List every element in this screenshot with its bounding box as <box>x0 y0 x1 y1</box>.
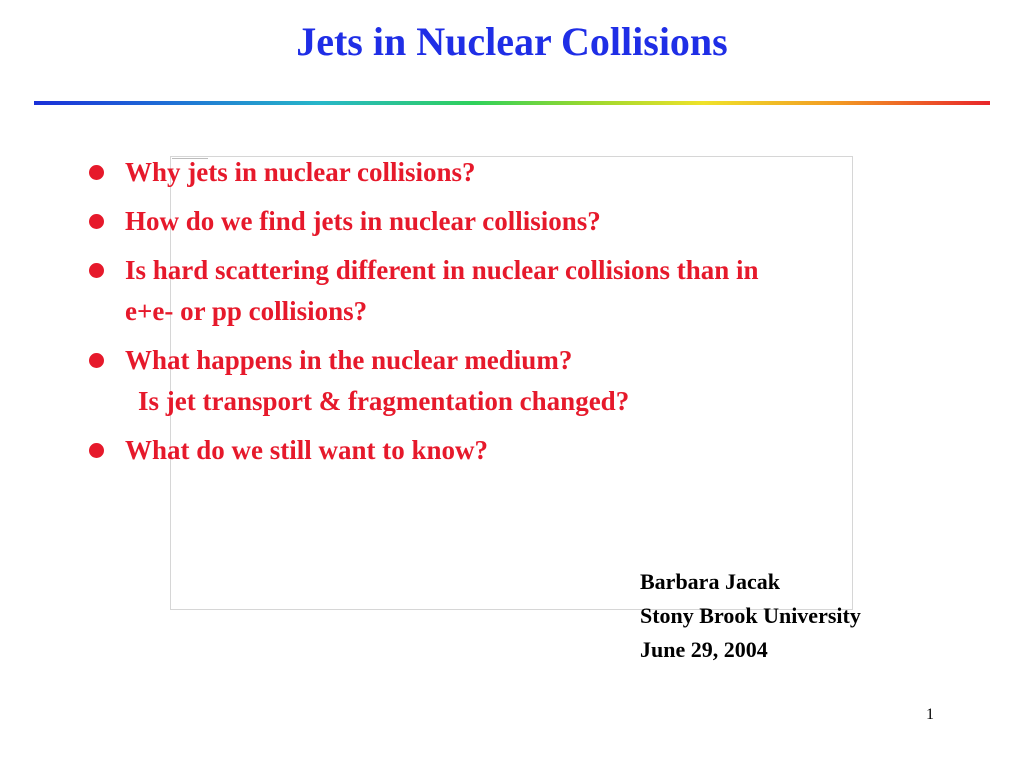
bullet-item <box>86 152 966 193</box>
bullet-text: Is hard scattering different in nuclear collisions than in <box>125 255 759 285</box>
slide-title: Jets in Nuclear Collisions <box>296 19 728 64</box>
author-affiliation: Stony Brook University <box>640 603 861 628</box>
bullet-item <box>86 201 966 242</box>
bullet-text-continuation: e+e- or pp collisions? <box>125 296 368 326</box>
presentation-date: June 29, 2004 <box>640 637 768 662</box>
rainbow-divider <box>34 101 990 105</box>
bullet-dot-icon <box>89 353 104 368</box>
bullet-text: How do we find jets in nuclear collisions? <box>125 206 601 236</box>
author-name: Barbara Jacak <box>640 569 780 594</box>
bullet-dot-icon <box>89 263 104 278</box>
bullet-dot-icon <box>89 165 104 180</box>
bullet-item <box>86 430 966 471</box>
bullet-dot-icon <box>89 443 104 458</box>
page-number: 1 <box>926 706 934 723</box>
bullet-item <box>86 340 966 422</box>
bullet-text: What happens in the nuclear medium? <box>125 345 573 375</box>
bullet-text: What do we still want to know? <box>125 435 489 465</box>
bullet-text: Why jets in nuclear collisions? <box>125 157 476 187</box>
bullet-list <box>86 152 966 479</box>
author-block <box>640 565 861 667</box>
bullet-text-continuation: Is jet transport & fragmentation changed? <box>138 386 630 416</box>
bullet-item <box>86 250 966 332</box>
bullet-dot-icon <box>89 214 104 229</box>
